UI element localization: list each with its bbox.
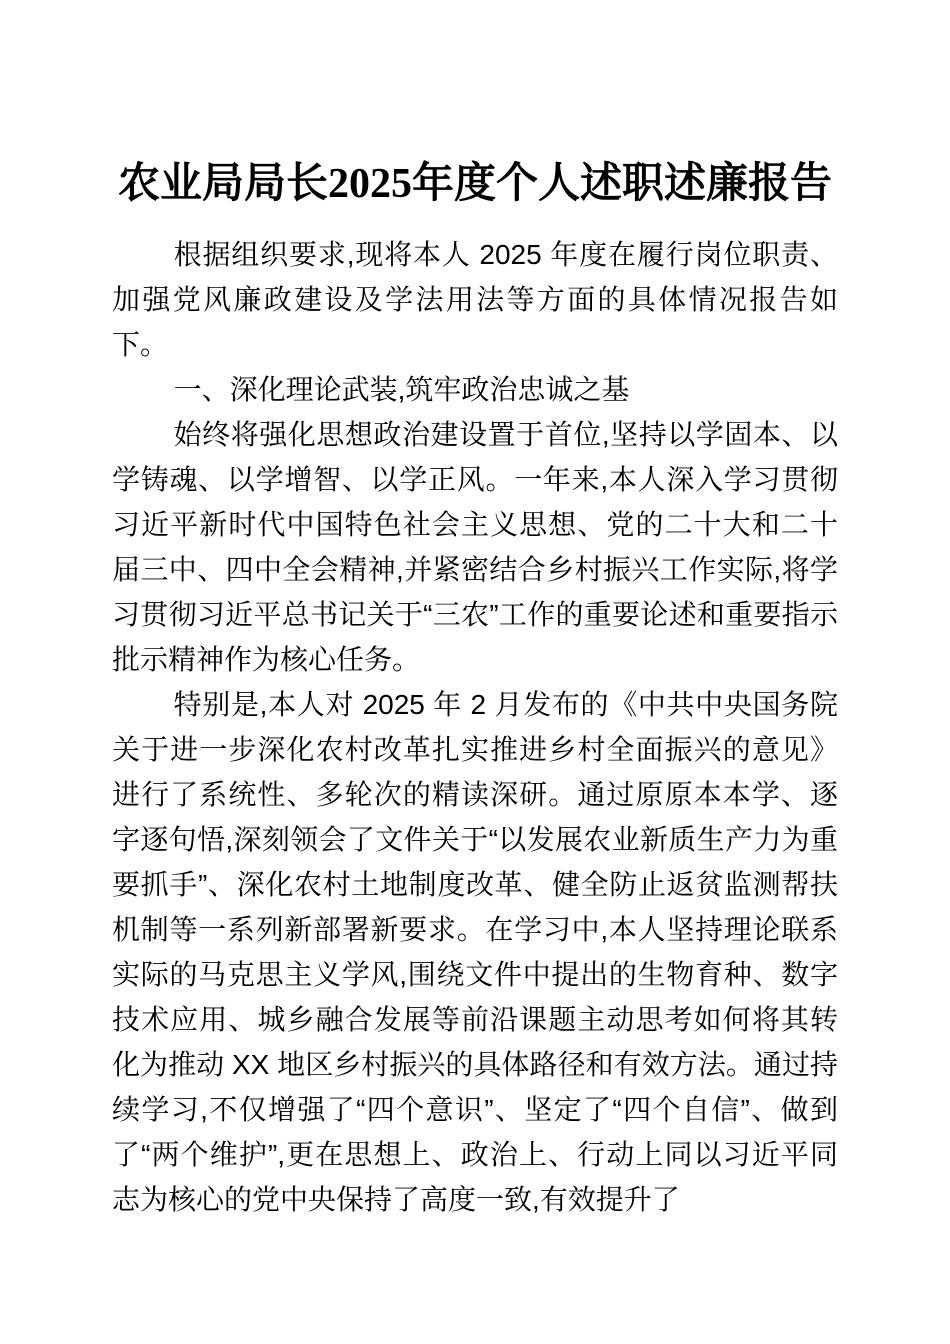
paragraph-policy-study: 特别是,本人对 2025 年 2 月发布的《中共中央国务院关于进一步深化农村改革扎实推进乡村全面振兴的意见》进行了系统性、多轮次的精读深研。通过原原本本学、逐字逐句悟,深刻领会了文件关于“以发展农业新质生产力为重要抓手”、深化农村土地制度改革、健全防止返贫监测帮扶机制等一系列新部署新要求。在学习中,本人坚持理论联系实际的马克思主义学风,围绕文件中提出的生物育种、数字技术应用、城乡融合发展等前沿课题主动思考如何将其转化为推动 XX 地区乡村振兴的具体路径和有效方法。通过持续学习,不仅增强了“四个意识”、坚定了“四个自信”、做到了“两个维护”,更在思想上、政治上、行动上同以习近平同志为核心的党中央保持了高度一致,有效提升了 bbox=[112, 689, 838, 1215]
section-heading-1: 一、深化理论武装,筑牢政治忠诚之基 bbox=[173, 374, 630, 405]
paragraph-intro: 根据组织要求,现将本人 2025 年度在履行岗位职责、加强党风廉政建设及学法用法等方面的具体情况报告如下。 bbox=[112, 239, 838, 360]
paragraph-theory-study: 始终将强化思想政治建设置于首位,坚持以学固本、以学铸魂、以学增智、以学正风。一年来,本人深入学习贯彻习近平新时代中国特色社会主义思想、党的二十大和二十届三中、四中全会精神,并紧密结合乡村振兴工作实际,将学习贯彻习近平总书记关于“三农”工作的重要论述和重要指示批示精神作为核心任务。 bbox=[112, 419, 838, 675]
document-title: 农业局局长2025年度个人述职述廉报告 bbox=[117, 161, 832, 207]
